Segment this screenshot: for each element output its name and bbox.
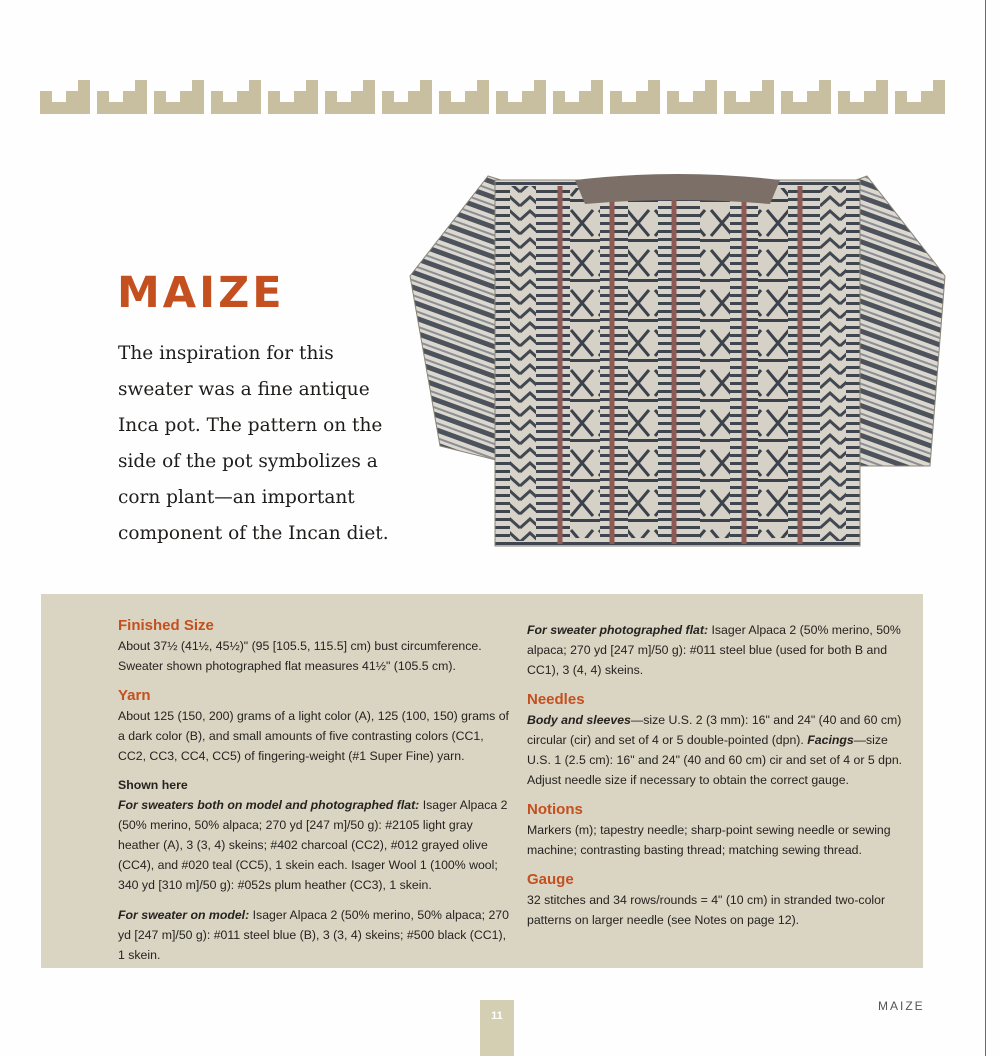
step-motif [610, 80, 660, 114]
yarn-text: About 125 (150, 200) grams of a light color (A), 125 (100, 150) grams of a dark color (B), and small amounts of five contrasting colors (CC1, CC2, CC3, CC4, CC5) of fingering-weight (#1 Super Fine) yarn. [118, 709, 509, 763]
step-motif [325, 80, 375, 114]
needles-text-facings: —size U.S. 1 (2.5 cm): 16" and 24" (40 and 60 cm) cir and set of 4 or 5 dpn. Adjust needle size if necessary to obtain the correct gauge. [527, 733, 903, 787]
page-number-tab [480, 1000, 514, 1056]
step-motif [211, 80, 261, 114]
step-motif [40, 80, 90, 114]
needles-text-body: —size U.S. 2 (3 mm): 16" and 24" (40 and 60 cm) circular (cir) and set of 4 or 5 double-pointed (dpn). [527, 713, 902, 747]
needles-label-facings: Facings [807, 733, 854, 747]
page-title: MAIZE [117, 268, 285, 318]
step-motif [838, 80, 888, 114]
step-motif [268, 80, 318, 114]
specs-right-column [527, 620, 907, 940]
step-motif [382, 80, 432, 114]
yarn-both-text: Isager Alpaca 2 (50% merino, 50% alpaca; 270 yd [247 m]/50 g): #2105 light gray heather (A), 3 (3, 4) skeins; #402 charcoal (CC2), #012 grayed olive (CC4), and #020 teal (CC5), 1 skein each. Isager Wool 1 (100% wool; 340 yd [310 m]/50 g): #052s plum heather (CC3), 1 skein. [118, 798, 508, 892]
step-motif [496, 80, 546, 114]
yarn-model-paragraph [118, 905, 510, 965]
needles-heading: Needles [527, 691, 585, 708]
finished-size-heading: Finished Size [118, 617, 214, 634]
intro-paragraph: The inspiration for this sweater was a fine antique Inca pot. The pattern on the side of the pot symbolizes a corn plant—an important component of the Incan diet. [118, 343, 389, 544]
yarn-flat-paragraph [527, 620, 907, 680]
yarn-both-label: For sweaters both on model and photographed flat: [118, 798, 420, 812]
step-motif [895, 80, 945, 114]
notions-text: Markers (m); tapestry needle; sharp-point sewing needle or sewing machine; contrasting basting thread; matching sewing thread. [527, 823, 891, 857]
step-motif [724, 80, 774, 114]
step-motif [553, 80, 603, 114]
sweater-photo [400, 166, 955, 552]
finished-size-text: About 37½ (41½, 45½)" (95 [105.5, 115.5] cm) bust circumference. Sweater shown photographed flat measures 41½" (105.5 cm). [118, 639, 482, 673]
step-motif [439, 80, 489, 114]
yarn-flat-text: Isager Alpaca 2 (50% merino, 50% alpaca; 270 yd [247 m]/50 g): #011 steel blue (used for both B and CC1), 3 (4, 4) skeins. [527, 623, 901, 677]
notions-heading: Notions [527, 801, 583, 818]
yarn-model-text: Isager Alpaca 2 (50% merino, 50% alpaca; 270 yd [247 m]/50 g): #011 steel blue (B), 3 (3, 4) skeins; #500 black (CC1), 1 skein. [118, 908, 509, 962]
specs-left-column [118, 616, 510, 975]
step-pattern-border [40, 80, 980, 114]
needles-paragraph [527, 710, 907, 790]
yarn-heading: Yarn [118, 687, 151, 704]
needles-label-body: Body and sleeves [527, 713, 631, 727]
yarn-model-label: For sweater on model: [118, 908, 250, 922]
yarn-both-paragraph [118, 795, 510, 895]
gauge-text: 32 stitches and 34 rows/rounds = 4" (10 cm) in stranded two-color patterns on larger needle (see Notes on page 12). [527, 893, 886, 927]
step-motif [97, 80, 147, 114]
page-edge-rule [985, 0, 986, 1056]
step-motif [667, 80, 717, 114]
step-motif [154, 80, 204, 114]
gauge-heading: Gauge [527, 871, 574, 888]
running-head: MAIZE [878, 999, 925, 1013]
yarn-flat-label: For sweater photographed flat: [527, 623, 709, 637]
shown-here-heading: Shown here [118, 778, 188, 792]
page-number: 11 [491, 1010, 503, 1022]
step-motif [781, 80, 831, 114]
